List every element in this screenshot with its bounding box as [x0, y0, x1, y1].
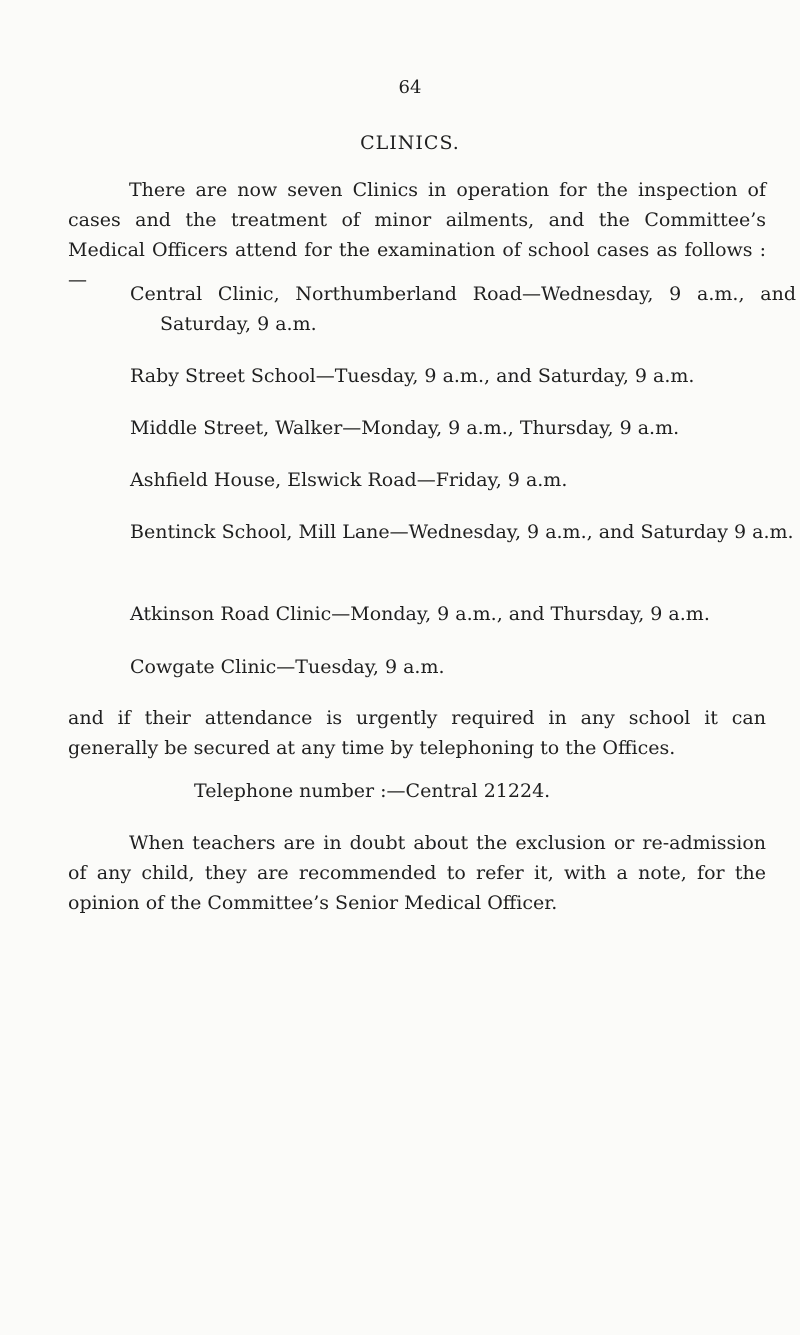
clinic-entry-bentinck-school: Bentinck School, Mill Lane—Wednesday, 9 a.m., and Saturday 9 a.m. — [130, 521, 794, 543]
clinic-entry-atkinson-road: Atkinson Road Clinic—Monday, 9 a.m., and Thursday, 9 a.m. — [130, 603, 710, 625]
attendance-paragraph: and if their attendance is urgently required in any school it can generally be secured at any time by telephoning to the Offices. — [68, 707, 766, 759]
clinic-entry-cowgate: Cowgate Clinic—Tuesday, 9 a.m. — [130, 656, 445, 678]
exclusion-paragraph: When teachers are in doubt about the exclusion or re-admission of any child, they are recommended to refer it, with a note, for the opinion of the Committee’s Senior Medical Officer. — [68, 832, 766, 914]
clinic-entry-middle-street: Middle Street, Walker—Monday, 9 a.m., Thursday, 9 a.m. — [130, 417, 680, 439]
clinic-entry-ashfield-house: Ashfield House, Elswick Road—Friday, 9 a.m. — [130, 469, 568, 491]
telephone-line: Telephone number :—Central 21224. — [194, 780, 551, 802]
page-number: 64 — [398, 77, 422, 98]
clinic-entry-raby-street: Raby Street School—Tuesday, 9 a.m., and Saturday, 9 a.m. — [130, 365, 695, 387]
page-title: CLINICS. — [360, 132, 460, 154]
intro-paragraph: There are now seven Clinics in operation for the inspection of cases and the treatment of minor ailments, and the Committee’s Medical Officers attend for the examination of school cases as follows :— — [68, 179, 766, 291]
clinic-entry-central: Central Clinic, Northumberland Road—Wednesday, 9 a.m., and Saturday, 9 a.m. — [130, 283, 796, 335]
